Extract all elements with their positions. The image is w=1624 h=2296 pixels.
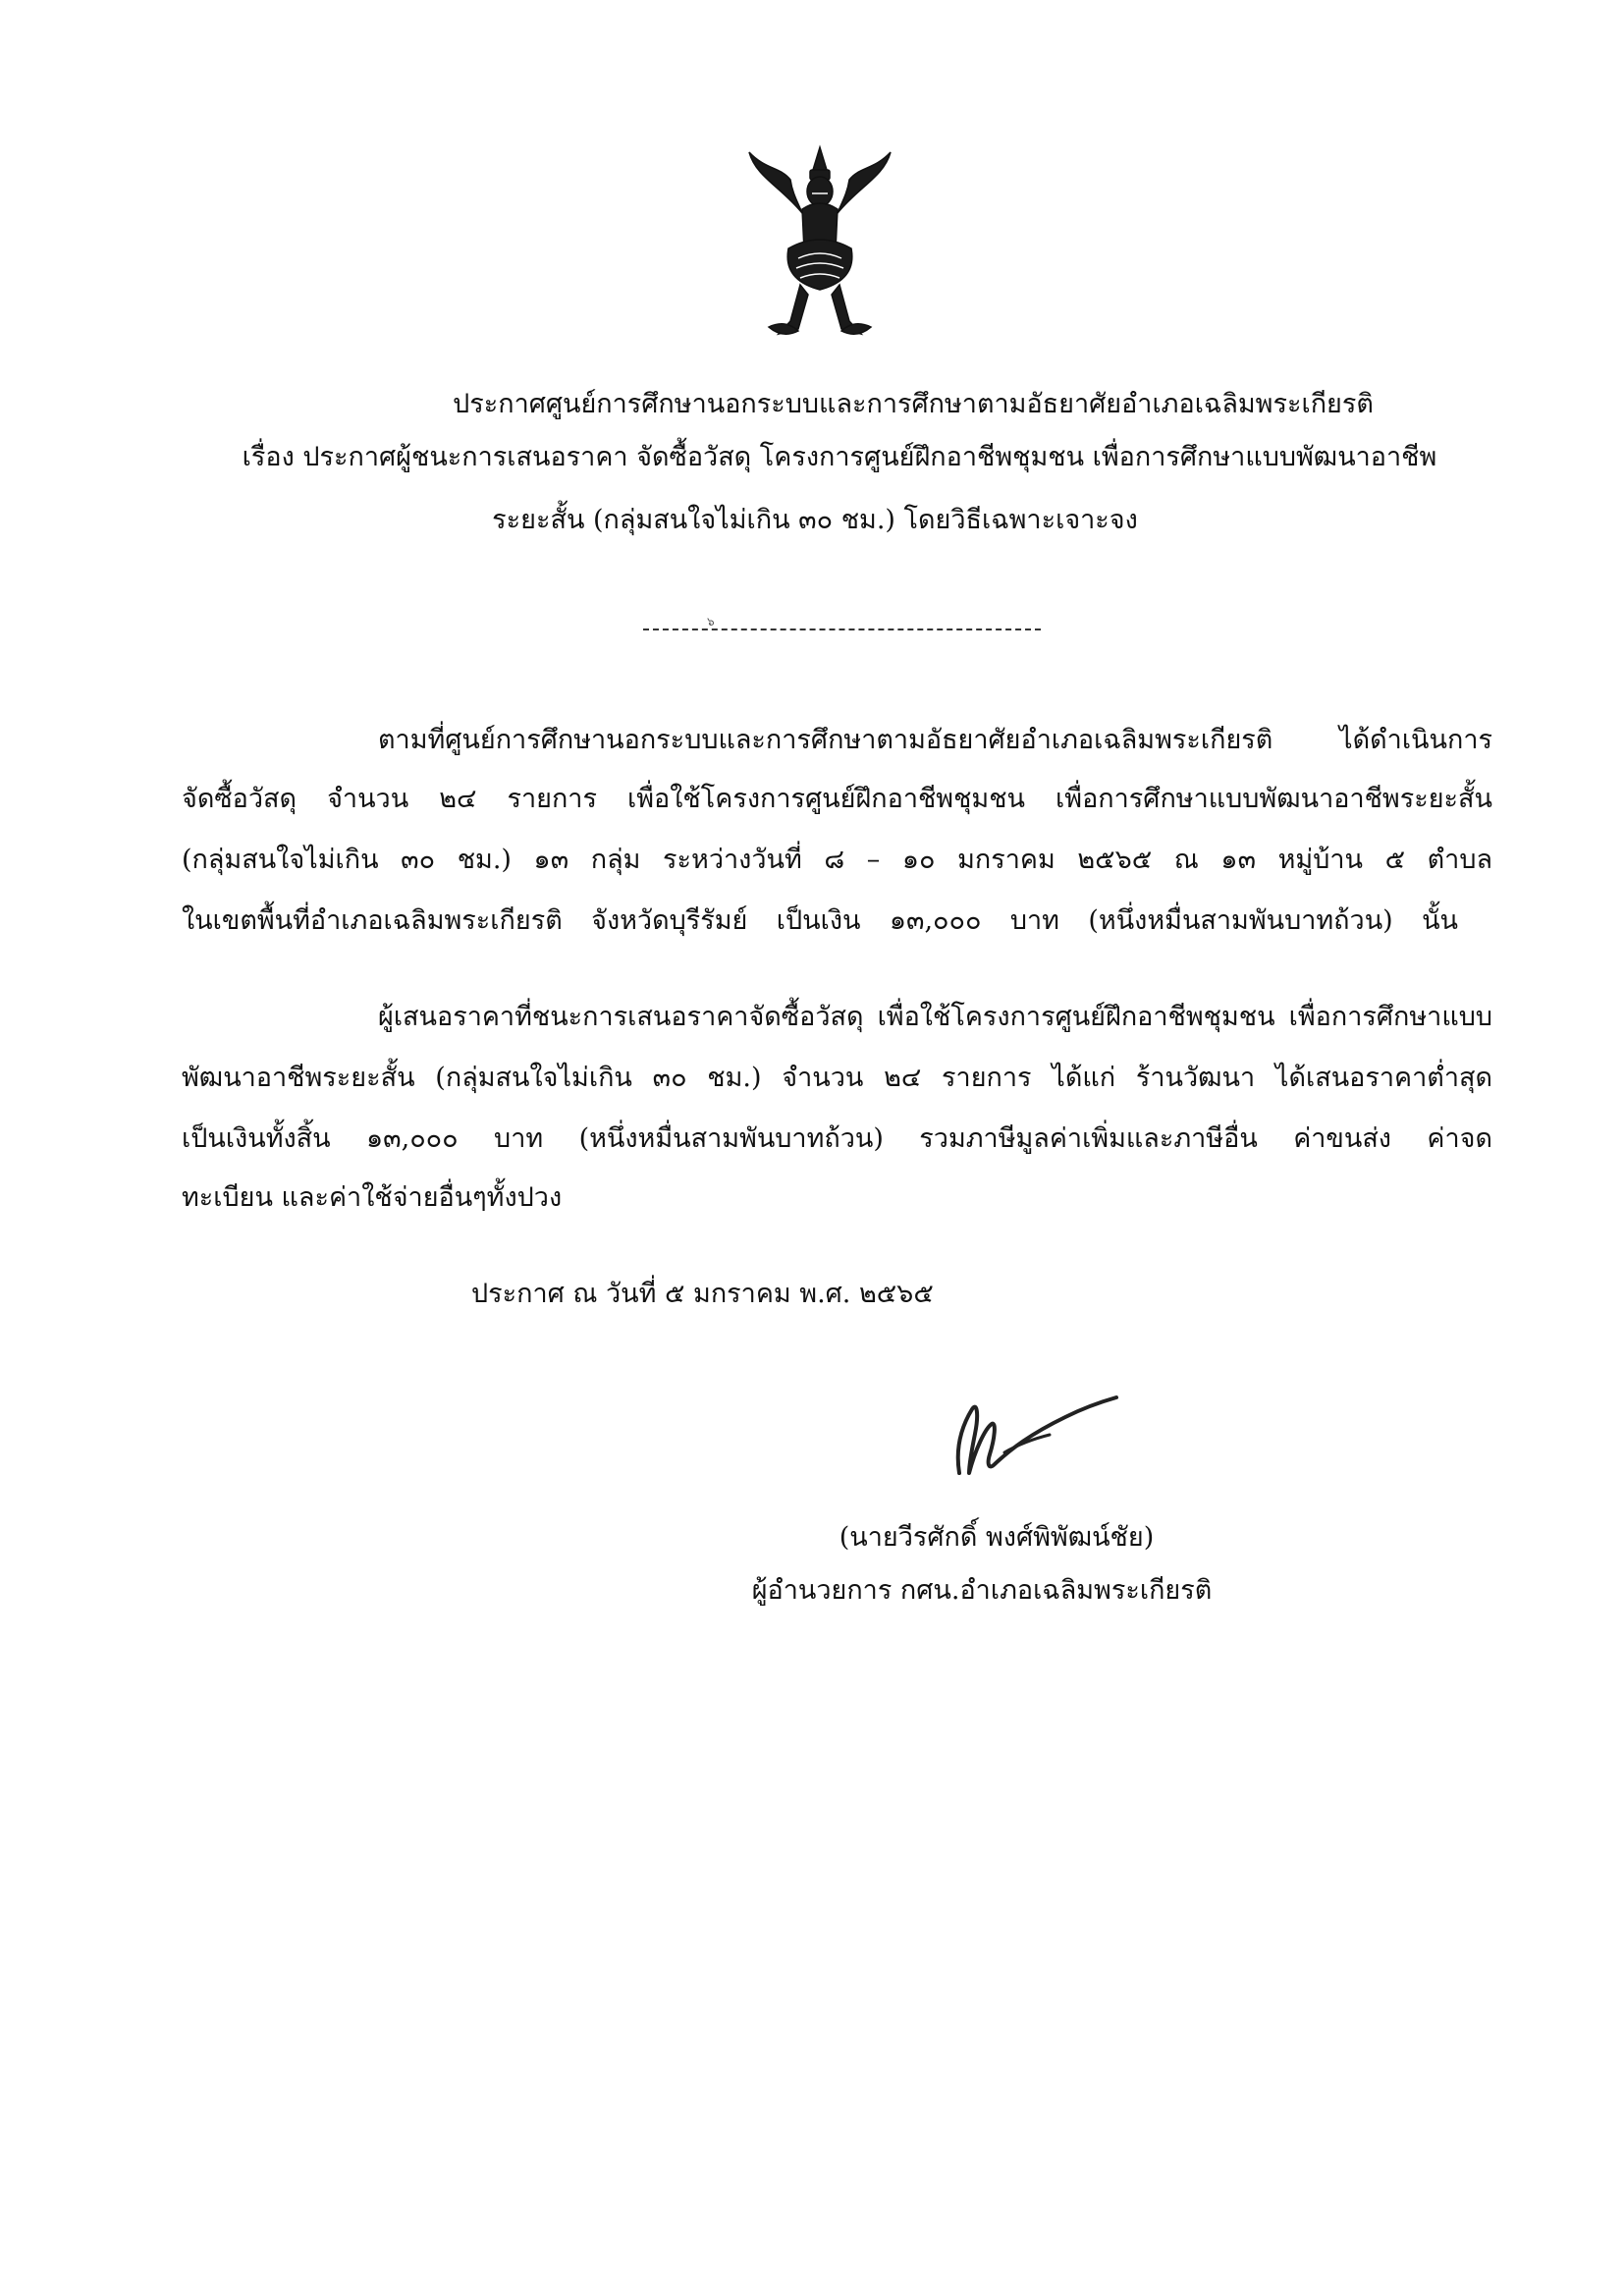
paragraph-1-line-3: (กลุ่มสนใจไม่เกิน ๓๐ ชม.) ๑๓ กลุ่ม ระหว่างวันที่ ๘ – ๑๐ มกราคม ๒๕๖๕ ณ ๑๓ หมู่บ้าน ๕ ตำบล bbox=[182, 845, 1492, 875]
section-divider bbox=[643, 629, 1041, 630]
paragraph-2-line-4: ทะเบียน และค่าใช้จ่ายอื่นๆทั้งปวง bbox=[182, 1182, 563, 1213]
paragraph-1-line-1: ตามที่ศูนย์การศึกษานอกระบบและการศึกษาตามอัธยาศัยอำเภอเฉลิมพระเกียรติ ได้ดำเนินการ bbox=[378, 725, 1492, 755]
garuda-emblem bbox=[741, 133, 898, 344]
announcement-title: ประกาศศูนย์การศึกษานอกระบบและการศึกษาตามอัธยาศัยอำเภอเฉลิมพระเกียรติ bbox=[453, 389, 1374, 419]
paragraph-2-line-2: พัฒนาอาชีพระยะสั้น (กลุ่มสนใจไม่เกิน ๓๐ ชม.) จำนวน ๒๔ รายการ ได้แก่ ร้านวัฒนา ได้เสนอราคาต่ำสุด bbox=[182, 1063, 1492, 1093]
subject-line-2: ระยะสั้น (กลุ่มสนใจไม่เกิน ๓๐ ชม.) โดยวิธีเฉพาะเจาะจง bbox=[492, 505, 1138, 535]
paragraph-2-line-3: เป็นเงินทั้งสิ้น ๑๓,๐๐๐ บาท (หนึ่งหมื่นสามพันบาทถ้วน) รวมภาษีมูลค่าเพิ่มและภาษีอื่น ค่าขนส่ง ค่าจด bbox=[182, 1123, 1492, 1154]
paragraph-1-line-4: ในเขตพื้นที่อำเภอเฉลิมพระเกียรติ จังหวัดบุรีรัมย์ เป็นเงิน ๑๓,๐๐๐ บาท (หนึ่งหมื่นสามพันบาทถ้วน) นั้น bbox=[182, 905, 1458, 936]
signatory-position: ผู้อำนวยการ กศน.อำเภอเฉลิมพระเกียรติ bbox=[751, 1575, 1213, 1606]
announcement-date: ประกาศ ณ วันที่ ๕ มกราคม พ.ศ. ๒๕๖๕ bbox=[471, 1279, 934, 1309]
small-mark: ๖ bbox=[707, 615, 715, 629]
signature-mark bbox=[947, 1380, 1124, 1488]
subject-line-1: เรื่อง ประกาศผู้ชนะการเสนอราคา จัดซื้อวัสดุ โครงการศูนย์ฝึกอาชีพชุมชน เพื่อการศึกษาแบบพัฒนาอาชีพ bbox=[242, 442, 1437, 472]
paragraph-1-line-2: จัดซื้อวัสดุ จำนวน ๒๔ รายการ เพื่อใช้โครงการศูนย์ฝึกอาชีพชุมชน เพื่อการศึกษาแบบพัฒนาอาชีพระยะสั้น bbox=[182, 784, 1492, 814]
signatory-name: (นายวีรศักดิ์ พงศ์พิพัฒน์ชัย) bbox=[839, 1522, 1155, 1553]
paragraph-2-line-1: ผู้เสนอราคาที่ชนะการเสนอราคาจัดซื้อวัสดุ เพื่อใช้โครงการศูนย์ฝึกอาชีพชุมชน เพื่อการศึกษาแบบ bbox=[378, 1002, 1492, 1032]
